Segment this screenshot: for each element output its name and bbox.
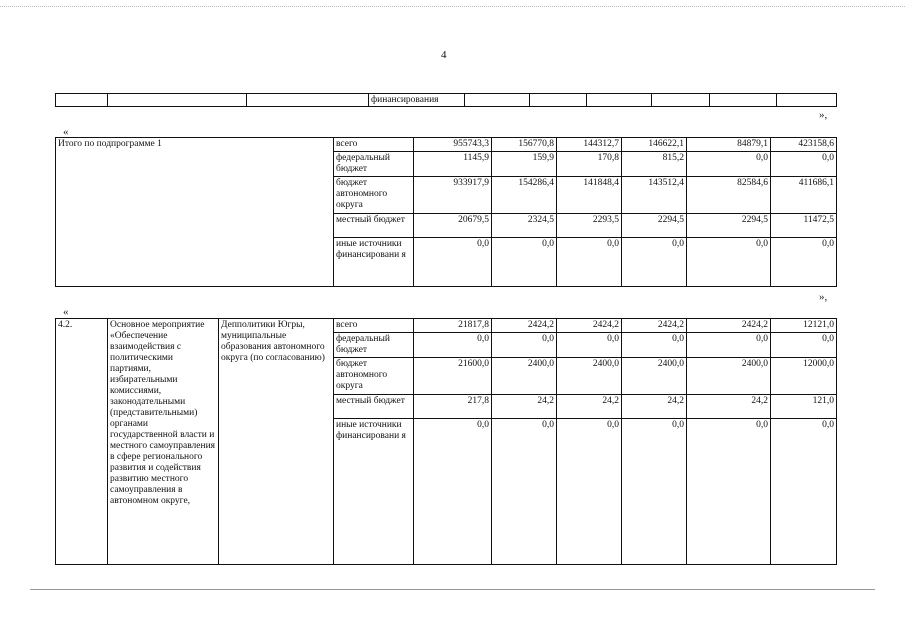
value-cell: 2294,5 — [622, 214, 687, 238]
value-cell: 0,0 — [557, 238, 622, 287]
source-label: всего — [334, 138, 414, 152]
value-cell: 0,0 — [687, 419, 771, 565]
value-cell: 11472,5 — [771, 214, 837, 238]
value-cell: 12000,0 — [771, 358, 837, 395]
close-quote: », — [819, 109, 828, 121]
value-cell: 217,8 — [414, 395, 492, 419]
value-cell: 955743,3 — [414, 138, 492, 152]
source-label: бюджет автономного округа — [334, 358, 414, 395]
value-cell: 144312,7 — [557, 138, 622, 152]
value-cell: 1145,9 — [414, 152, 492, 177]
value-cell: 0,0 — [492, 238, 557, 287]
value-cell: 0,0 — [557, 333, 622, 358]
close-quote: », — [819, 291, 828, 303]
value-cell: 423158,6 — [771, 138, 837, 152]
value-cell: 24,2 — [557, 395, 622, 419]
value-cell: 2324,5 — [492, 214, 557, 238]
value-cell: 0,0 — [622, 419, 687, 565]
value-cell: 24,2 — [687, 395, 771, 419]
value-cell: 82584,6 — [687, 177, 771, 214]
top-cell — [108, 94, 247, 107]
activity-table — [55, 318, 837, 565]
subprogram-title: Итого по подпрограмме 1 — [56, 138, 334, 287]
top-cell-financing: финансирования — [369, 94, 465, 107]
source-label: бюджет автономного округа — [334, 177, 414, 214]
open-quote: « — [63, 306, 69, 318]
value-cell: 2424,2 — [557, 319, 622, 333]
value-cell: 0,0 — [414, 333, 492, 358]
source-label: федеральный бюджет — [334, 152, 414, 177]
value-cell: 411686,1 — [771, 177, 837, 214]
value-cell: 12121,0 — [771, 319, 837, 333]
value-cell: 156770,8 — [492, 138, 557, 152]
value-cell: 2400,0 — [622, 358, 687, 395]
value-cell: 143512,4 — [622, 177, 687, 214]
page-bottom-line — [30, 589, 875, 590]
value-cell: 0,0 — [771, 238, 837, 287]
source-label: иные источники финансировани я — [334, 238, 414, 287]
source-label: иные источники финансировани я — [334, 419, 414, 565]
value-cell: 2293,5 — [557, 214, 622, 238]
value-cell: 84879,1 — [687, 138, 771, 152]
value-cell: 0,0 — [771, 333, 837, 358]
value-cell: 0,0 — [622, 238, 687, 287]
value-cell: 0,0 — [687, 152, 771, 177]
page-number: 4 — [441, 49, 447, 61]
value-cell: 0,0 — [414, 419, 492, 565]
activity-executor: Депполитики Югры, муниципальные образования автономного округа (по согласованию) — [219, 319, 334, 565]
source-label: местный бюджет — [334, 214, 414, 238]
value-cell: 933917,9 — [414, 177, 492, 214]
value-cell: 0,0 — [771, 152, 837, 177]
value-cell: 0,0 — [492, 333, 557, 358]
activity-number: 4.2. — [56, 319, 108, 565]
value-cell: 21600,0 — [414, 358, 492, 395]
value-cell: 2424,2 — [492, 319, 557, 333]
scan-artifact-line — [0, 6, 905, 7]
value-cell: 2424,2 — [687, 319, 771, 333]
value-cell: 146622,1 — [622, 138, 687, 152]
value-cell: 2400,0 — [492, 358, 557, 395]
value-cell: 0,0 — [771, 419, 837, 565]
top-cell — [465, 94, 530, 107]
top-cell — [587, 94, 652, 107]
top-cell — [530, 94, 587, 107]
open-quote: « — [63, 126, 69, 138]
value-cell: 0,0 — [557, 419, 622, 565]
value-cell: 20679,5 — [414, 214, 492, 238]
subprogram-total-table — [55, 137, 837, 287]
value-cell: 21817,8 — [414, 319, 492, 333]
top-cell — [247, 94, 369, 107]
source-label: местный бюджет — [334, 395, 414, 419]
value-cell: 154286,4 — [492, 177, 557, 214]
top-cell — [56, 94, 108, 107]
source-label: всего — [334, 319, 414, 333]
value-cell: 159,9 — [492, 152, 557, 177]
top-cell — [710, 94, 777, 107]
top-cell — [777, 94, 837, 107]
value-cell: 2400,0 — [687, 358, 771, 395]
value-cell: 2294,5 — [687, 214, 771, 238]
value-cell: 121,0 — [771, 395, 837, 419]
source-label: федеральный бюджет — [334, 333, 414, 358]
top-cell — [652, 94, 710, 107]
value-cell: 0,0 — [414, 238, 492, 287]
activity-description: Основное мероприятие «Обеспечение взаимодействия с политическими партиями, избирательными комиссиями, законодательными (представительными) органами государственной власти и местного самоуправления в сфере регионального развития и содействия развитию местного самоуправления в автономном округе, — [108, 319, 219, 565]
value-cell: 24,2 — [622, 395, 687, 419]
value-cell: 170,8 — [557, 152, 622, 177]
value-cell: 2424,2 — [622, 319, 687, 333]
value-cell: 2400,0 — [557, 358, 622, 395]
value-cell: 24,2 — [492, 395, 557, 419]
value-cell: 0,0 — [492, 419, 557, 565]
value-cell: 0,0 — [687, 238, 771, 287]
value-cell: 0,0 — [622, 333, 687, 358]
value-cell: 0,0 — [687, 333, 771, 358]
value-cell: 141848,4 — [557, 177, 622, 214]
value-cell: 815,2 — [622, 152, 687, 177]
top-fragment-table — [55, 93, 837, 107]
